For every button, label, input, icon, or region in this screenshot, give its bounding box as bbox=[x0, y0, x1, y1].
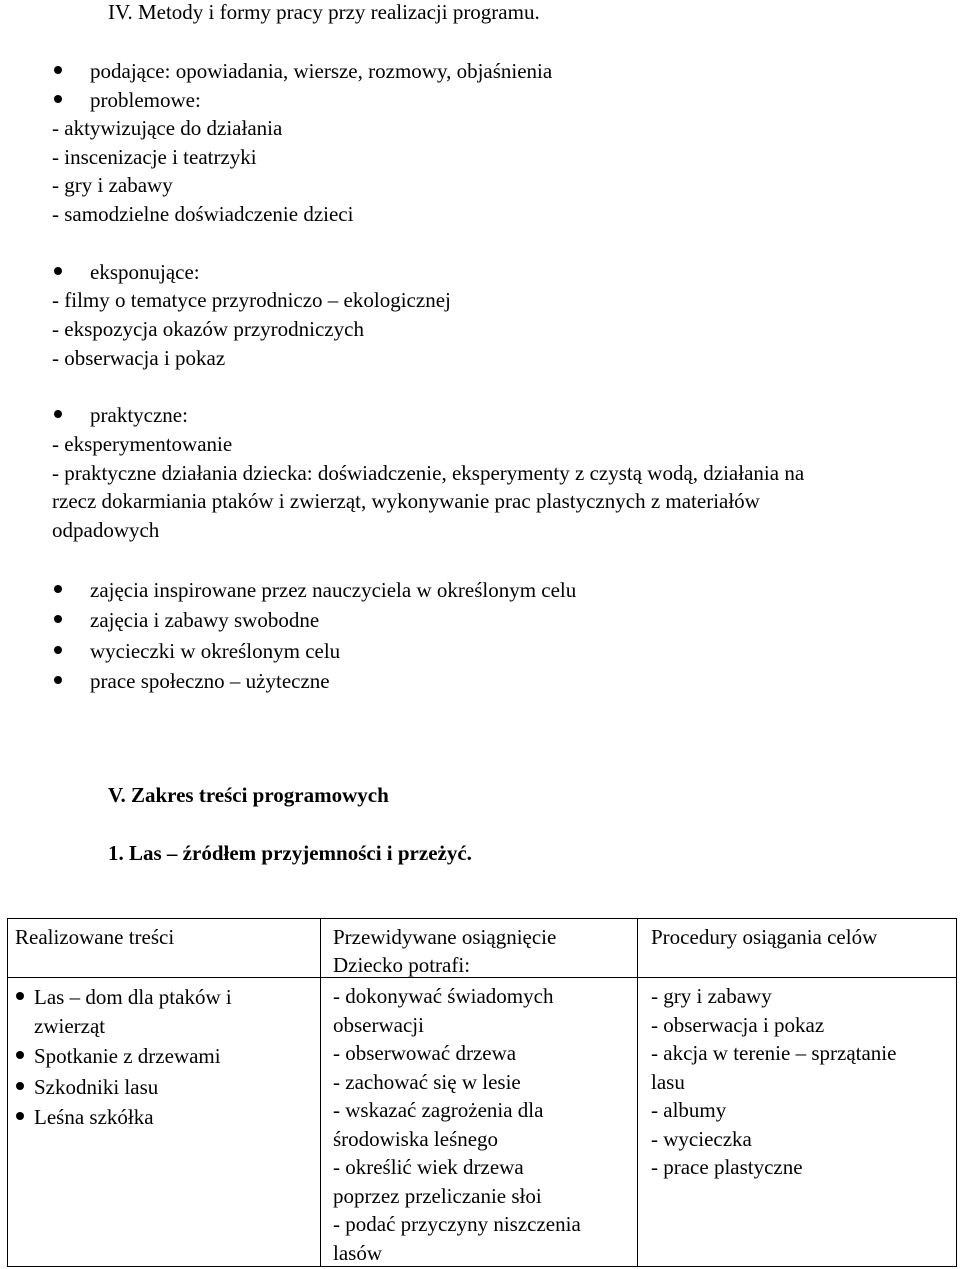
table-cell-line: - prace plastyczne bbox=[651, 1155, 803, 1179]
table-cell-line: - zachować się w lesie bbox=[333, 1070, 521, 1094]
method-eksponujace: eksponujące: bbox=[90, 260, 200, 284]
list-line: - ekspozycja okazów przyrodniczych bbox=[52, 317, 364, 341]
list-line: - filmy o tematyce przyrodniczo – ekologicznej bbox=[52, 288, 451, 312]
table-cell-line: Spotkanie z drzewami bbox=[34, 1044, 221, 1068]
method-problemowe: problemowe: bbox=[90, 88, 201, 112]
table-cell-line: obserwacji bbox=[333, 1013, 424, 1037]
bullet-icon bbox=[54, 585, 62, 593]
table-cell-line: zwierząt bbox=[34, 1014, 106, 1038]
list-line: rzecz dokarmiania ptaków i zwierząt, wykonywanie prac plastycznych z materiałów bbox=[52, 489, 760, 513]
list-line: - samodzielne doświadczenie dzieci bbox=[52, 202, 354, 226]
bullet-icon bbox=[54, 95, 62, 103]
list-line: - eksperymentowanie bbox=[52, 432, 233, 456]
bullet-icon bbox=[16, 1051, 24, 1059]
section-5-heading: V. Zakres treści programowych bbox=[108, 783, 389, 807]
method-podajace: podające: opowiadania, wiersze, rozmowy, objaśnienia bbox=[90, 59, 553, 83]
table-cell-line: - gry i zabawy bbox=[651, 984, 772, 1008]
table-cell-line: - obserwować drzewa bbox=[333, 1041, 517, 1065]
list-line: - gry i zabawy bbox=[52, 173, 173, 197]
table-cell-line: lasu bbox=[651, 1070, 685, 1094]
table-header-procedures: Procedury osiągania celów bbox=[651, 925, 878, 949]
table-cell-line: - wskazać zagrożenia dla bbox=[333, 1098, 544, 1122]
table-cell-line: - albumy bbox=[651, 1098, 727, 1122]
method-praktyczne: praktyczne: bbox=[90, 403, 188, 427]
table-header-achievement: Przewidywane osiągnięcie bbox=[333, 925, 557, 949]
list-line: - obserwacja i pokaz bbox=[52, 346, 226, 370]
bullet-icon bbox=[54, 676, 62, 684]
table-cell-line: - dokonywać świadomych bbox=[333, 984, 554, 1008]
table-cell-line: - podać przyczyny niszczenia bbox=[333, 1212, 581, 1236]
list-item: zajęcia inspirowane przez nauczyciela w określonym celu bbox=[90, 578, 577, 602]
section-4-heading: IV. Metody i formy pracy przy realizacji programu. bbox=[108, 0, 540, 24]
table-cell-line: - obserwacja i pokaz bbox=[651, 1013, 825, 1037]
bullet-icon bbox=[16, 992, 24, 1000]
table-cell-line: Las – dom dla ptaków i bbox=[34, 985, 232, 1009]
list-line: - praktyczne działania dziecka: doświadczenie, eksperymenty z czystą wodą, działania na bbox=[52, 461, 805, 485]
bullet-icon bbox=[54, 410, 62, 418]
table-header-achievement-sub: Dziecko potrafi: bbox=[333, 953, 471, 977]
table-cell-line: - akcja w terenie – sprzątanie bbox=[651, 1041, 897, 1065]
bullet-icon bbox=[16, 1082, 24, 1090]
list-line: odpadowych bbox=[52, 518, 160, 542]
bullet-icon bbox=[16, 1112, 24, 1120]
list-item: prace społeczno – użyteczne bbox=[90, 669, 330, 693]
list-line: - inscenizacje i teatrzyki bbox=[52, 145, 257, 169]
list-item: zajęcia i zabawy swobodne bbox=[90, 608, 320, 632]
bullet-icon bbox=[54, 615, 62, 623]
table-cell-line: Szkodniki lasu bbox=[34, 1075, 159, 1099]
section-5-subheading: 1. Las – źródłem przyjemności i przeżyć. bbox=[108, 841, 472, 865]
table-cell-line: - określić wiek drzewa bbox=[333, 1155, 524, 1179]
bullet-icon bbox=[54, 66, 62, 74]
list-item: wycieczki w określonym celu bbox=[90, 639, 341, 663]
table-cell-line: poprzez przeliczanie słoi bbox=[333, 1184, 542, 1208]
table-header-content: Realizowane treści bbox=[15, 925, 175, 949]
table-cell-line: środowiska leśnego bbox=[333, 1127, 499, 1151]
table-cell-line: - wycieczka bbox=[651, 1127, 752, 1151]
bullet-icon bbox=[54, 267, 62, 275]
table-cell-line: lasów bbox=[333, 1241, 382, 1265]
table-cell-line: Leśna szkółka bbox=[34, 1105, 154, 1129]
list-line: - aktywizujące do działania bbox=[52, 116, 283, 140]
bullet-icon bbox=[54, 646, 62, 654]
